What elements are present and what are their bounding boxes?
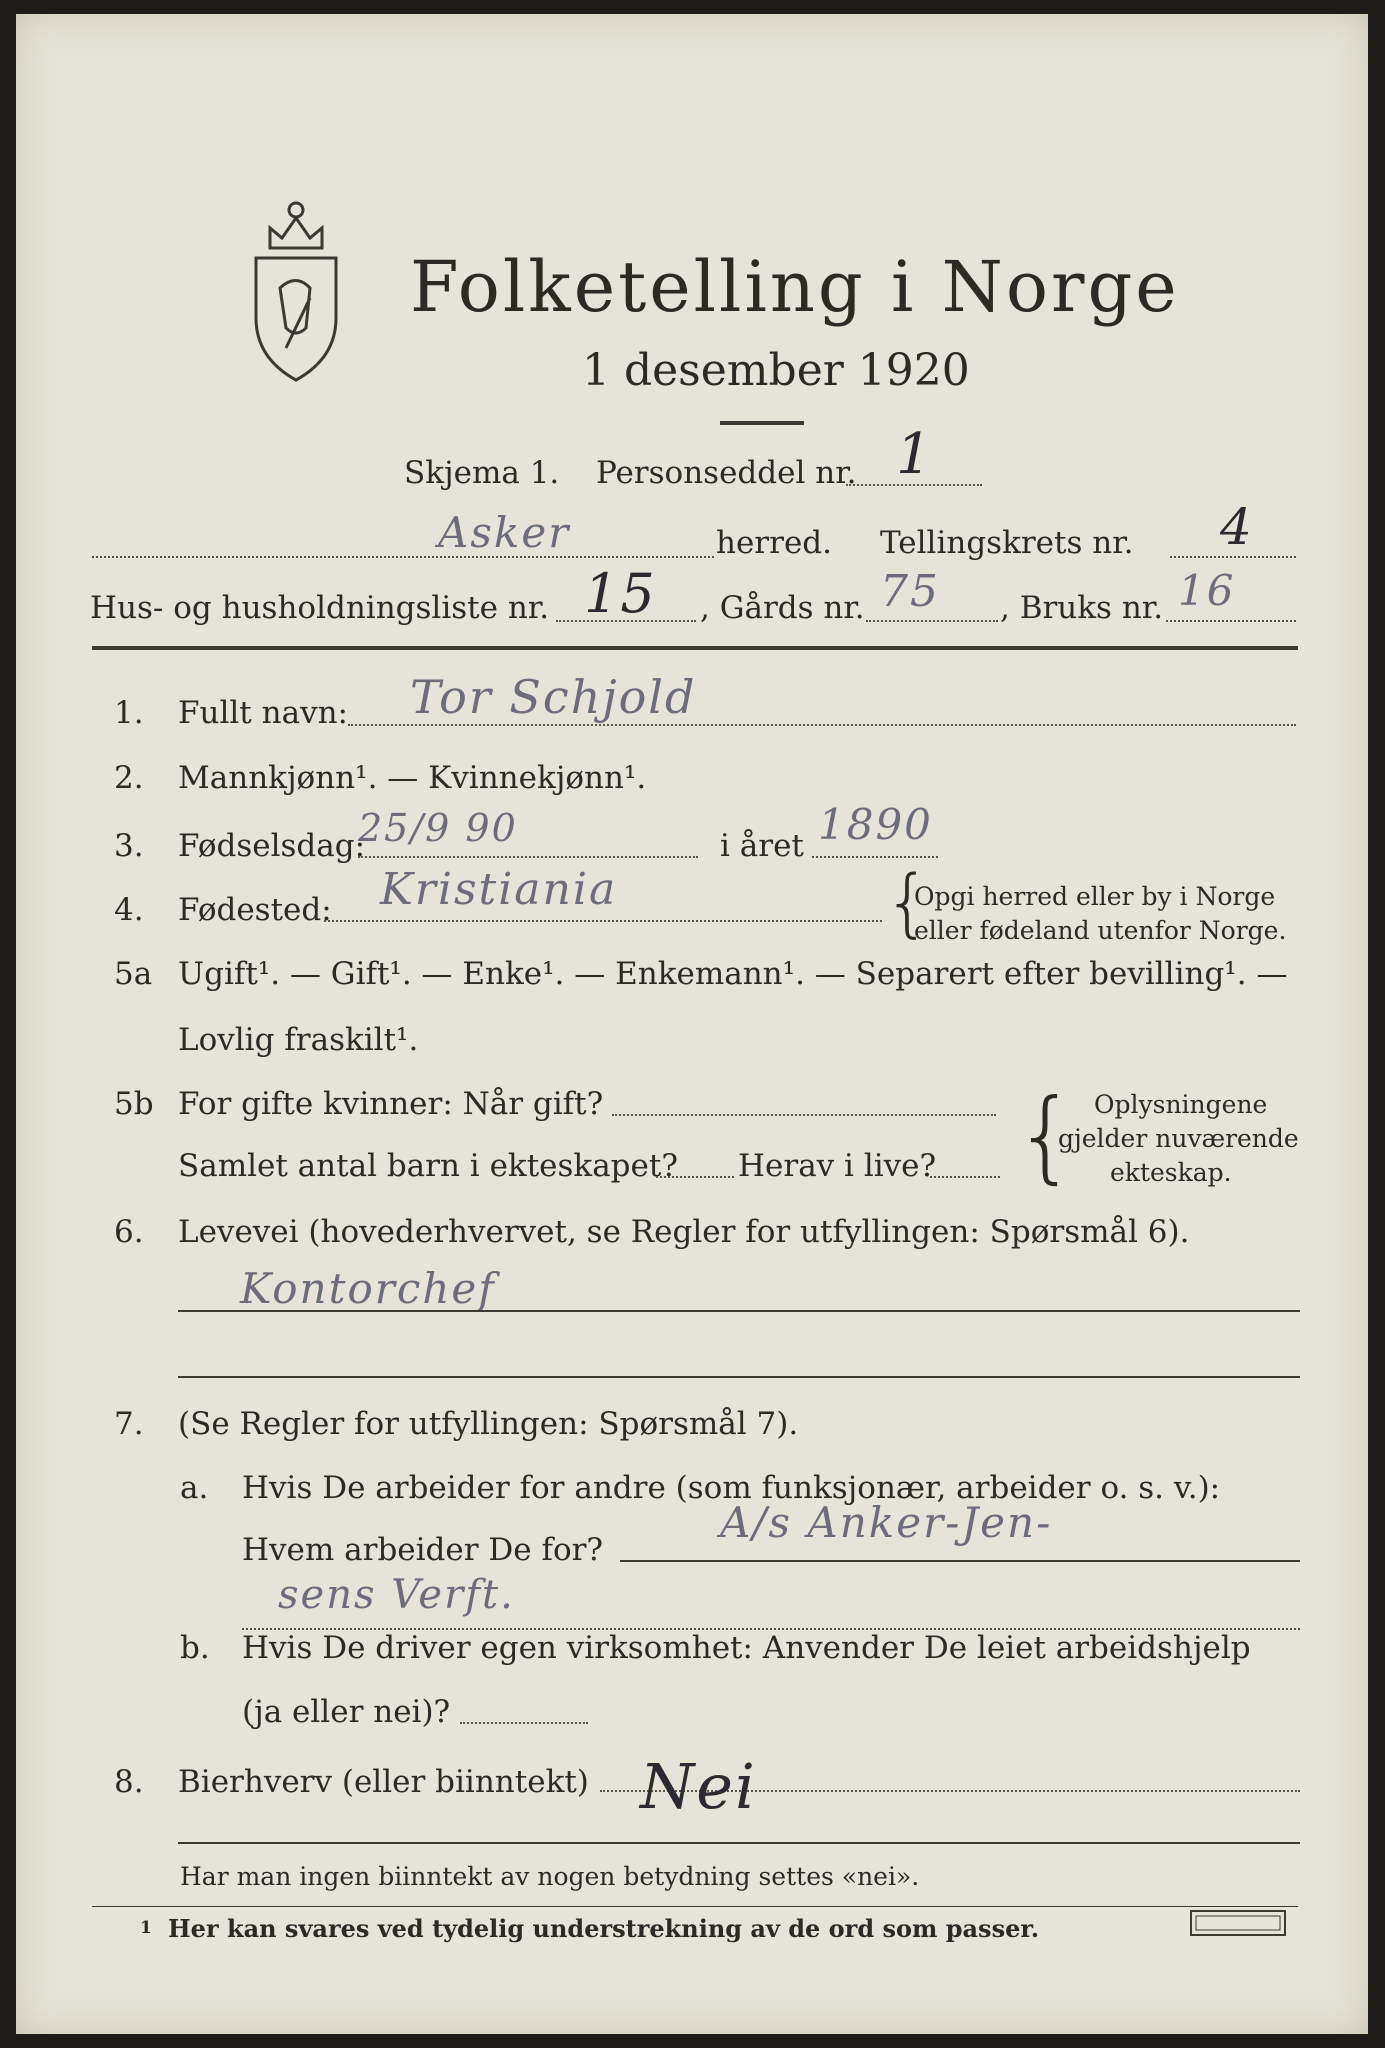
hus-value: 15 — [584, 562, 657, 625]
q5b-married-label: For gifte kvinner: Når gift? — [178, 1086, 604, 1122]
hus-label: Hus- og husholdningsliste nr. — [90, 590, 550, 626]
birthplace-field[interactable] — [324, 920, 882, 922]
q4-label: Fødested: — [178, 892, 332, 928]
footnote-text: Her kan svares ved tydelig understrekning av de ord som passer. — [168, 1914, 1040, 1943]
q7b-line1: Hvis De driver egen virksomhet: Anvender De leiet arbeidshjelp — [242, 1630, 1251, 1666]
occupation-value: Kontorchef — [240, 1264, 496, 1313]
q5b-number: 5b — [114, 1086, 154, 1122]
form-title: Folketelling i Norge — [410, 246, 1180, 328]
q3-label: Fødselsdag: — [178, 828, 366, 864]
q1-label: Fullt navn: — [178, 695, 348, 731]
q8-note: Har man ingen biinntekt av nogen betydning settes «nei». — [180, 1862, 920, 1891]
coat-of-arms-icon — [240, 188, 352, 388]
q1-number: 1. — [114, 695, 144, 731]
herred-field[interactable] — [92, 556, 714, 558]
q4-note-bracket: { — [884, 860, 932, 946]
children-count-field[interactable] — [656, 1176, 734, 1178]
q6-number: 6. — [114, 1214, 144, 1250]
bruks-value: 16 — [1178, 566, 1236, 615]
q7a-employer-label: Hvem arbeider De for? — [242, 1532, 604, 1568]
tellingskrets-label: Tellingskrets nr. — [880, 525, 1134, 561]
gards-field[interactable] — [866, 620, 998, 622]
q3-number: 3. — [114, 828, 144, 864]
personseddel-value: 1 — [896, 422, 934, 487]
q8-number: 8. — [114, 1764, 144, 1800]
q7a-letter: a. — [180, 1470, 209, 1506]
form-date: 1 desember 1920 — [582, 345, 970, 396]
q7-label: (Se Regler for utfyllingen: Spørsmål 7). — [178, 1406, 799, 1442]
q5a-status-options-cont[interactable]: Lovlig fraskilt¹. — [178, 1022, 419, 1058]
footnote-mark: 1 — [140, 1918, 152, 1938]
bruks-field[interactable] — [1166, 620, 1296, 622]
footnote-divider — [92, 1906, 1298, 1907]
occupation-line-1[interactable] — [178, 1310, 1300, 1312]
header-divider — [92, 646, 1298, 650]
q8-label: Bierhverv (eller biinntekt) — [178, 1764, 589, 1800]
occupation-line-2[interactable] — [178, 1376, 1300, 1378]
personseddel-label: Personseddel nr. — [596, 455, 857, 491]
skjema-label: Skjema 1. — [404, 455, 560, 491]
birthplace-value: Kristiania — [380, 864, 618, 915]
employer-value-2: sens Verft. — [278, 1572, 515, 1618]
q5b-note-line3: ekteskap. — [1110, 1158, 1232, 1187]
q4-note-line1: Opgi herred eller by i Norge — [914, 882, 1276, 911]
q4-number: 4. — [114, 892, 144, 928]
q2-number: 2. — [114, 760, 144, 796]
q2-gender-options[interactable]: Mannkjønn¹. — Kvinnekjønn¹. — [178, 760, 647, 796]
birthdate-value: 25/9 90 — [358, 806, 518, 850]
q5b-alive-label: Herav i live? — [738, 1148, 937, 1184]
full-name-value: Tor Schjold — [410, 670, 697, 724]
birthyear-label: i året — [720, 828, 804, 864]
q5b-note-bracket: { — [1014, 1077, 1078, 1194]
q5b-children-label: Samlet antal barn i ekteskapet? — [178, 1148, 678, 1184]
title-divider — [720, 421, 804, 425]
employer-field[interactable] — [620, 1560, 1300, 1562]
side-income-line-2[interactable] — [178, 1842, 1300, 1844]
tellingskrets-field[interactable] — [1170, 556, 1296, 558]
q5a-number: 5a — [114, 956, 153, 992]
birthyear-value: 1890 — [818, 800, 933, 849]
gards-label: , Gårds nr. — [700, 590, 865, 626]
q5a-status-options[interactable]: Ugift¹. — Gift¹. — Enke¹. — Enkemann¹. — Separert efter bevilling¹. — — [178, 956, 1288, 992]
q7-number: 7. — [114, 1406, 144, 1442]
tellingskrets-value: 4 — [1220, 498, 1254, 556]
q7a-line1: Hvis De arbeider for andre (som funksjonær, arbeider o. s. v.): — [242, 1470, 1221, 1506]
herred-value: Asker — [438, 508, 571, 557]
bruks-label: , Bruks nr. — [1000, 590, 1164, 626]
employer-value-1: A/s Anker-Jen- — [720, 1498, 1053, 1547]
side-income-value: Nei — [640, 1750, 757, 1823]
q6-label: Levevei (hovederhvervet, se Regler for utfyllingen: Spørsmål 6). — [178, 1214, 1190, 1250]
gards-value: 75 — [880, 566, 940, 617]
q5b-note-line1: Oplysningene — [1094, 1090, 1268, 1119]
full-name-field[interactable] — [348, 724, 1296, 726]
printer-stamp-icon — [1190, 1910, 1286, 1936]
hired-help-field[interactable] — [460, 1722, 588, 1724]
birthdate-field[interactable] — [358, 856, 698, 858]
herred-label: herred. — [716, 525, 832, 561]
birthyear-field[interactable] — [812, 856, 938, 858]
q5b-note-line2: gjelder nuværende — [1058, 1124, 1299, 1153]
married-date-field[interactable] — [612, 1114, 996, 1116]
q7b-letter: b. — [180, 1630, 210, 1666]
children-alive-field[interactable] — [930, 1176, 1000, 1178]
q4-note-line2: eller fødeland utenfor Norge. — [914, 916, 1287, 945]
q7b-line2: (ja eller nei)? — [242, 1694, 451, 1730]
